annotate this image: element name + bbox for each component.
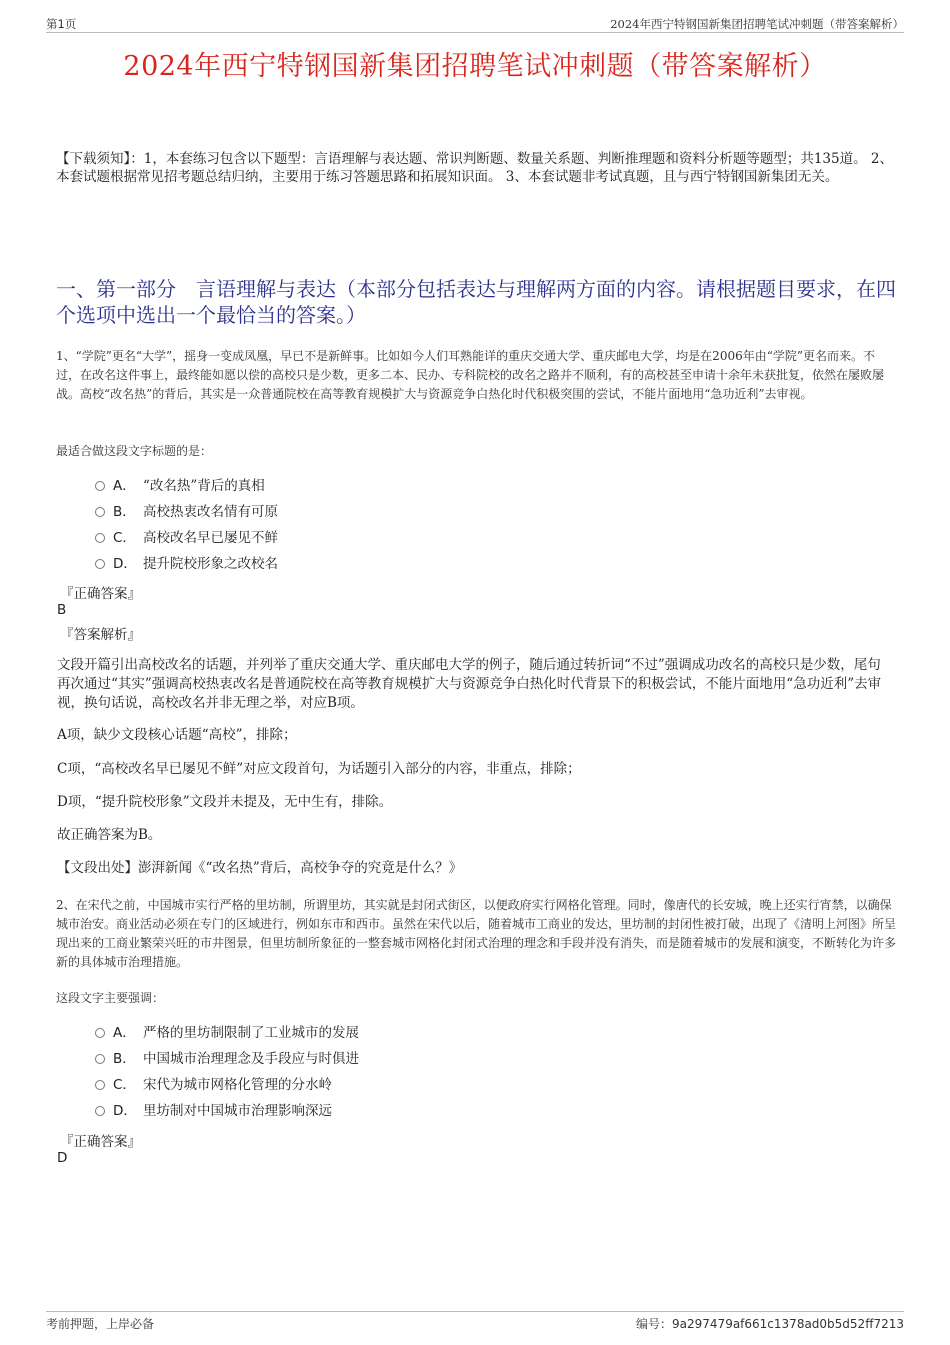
q1-option-a[interactable]: A． “改名热”背后的真相 bbox=[95, 476, 265, 496]
radio-icon[interactable] bbox=[95, 1080, 105, 1090]
page-header bbox=[46, 16, 904, 33]
radio-icon[interactable] bbox=[95, 507, 105, 517]
question-1-prompt: 最适合做这段文字标题的是： bbox=[56, 444, 213, 458]
question-2-prompt: 这段文字主要强调： bbox=[56, 991, 165, 1005]
question-2-text: 2、在宋代之前，中国城市实行严格的里坊制，所谓里坊，其实就是封闭式街区，以便政府实行网格化管理。同时，像唐代的长安城，晚上还实行宵禁，以确保城市治安。商业活动必须在专门的区域进行，例如东市和西市。虽然在宋代以后，随着城市工商业的发达，里坊制的封闭性被打破，出现了《清明上河图》所呈现出来的工商业繁荣兴旺的市井图景，但里坊制所象征的一整套城市网格化封闭式治理的理念和手段并没有消失，而是随着城市的发展和演变，不断转化为许多新的具体城市治理措施。 bbox=[56, 898, 897, 969]
q1-option-b[interactable]: B． 高校热衷改名情有可原 bbox=[95, 502, 278, 522]
radio-icon[interactable] bbox=[95, 559, 105, 569]
q2-answer: D bbox=[57, 1150, 68, 1166]
q2-option-c[interactable]: C． 宋代为城市网格化管理的分水岭 bbox=[95, 1075, 332, 1095]
document-title: 2024年西宁特钢国新集团招聘笔试冲刺题（带答案解析） bbox=[123, 51, 827, 82]
q1-option-d[interactable]: D． 提升院校形象之改校名 bbox=[95, 554, 278, 574]
q1-source: 【文段出处】澎湃新闻《“改名热”背后，高校争夺的究竟是什么？》 bbox=[57, 860, 463, 876]
q2-answer-label: 『正确答案』 bbox=[60, 1134, 141, 1150]
q1-answer: B bbox=[57, 602, 67, 618]
download-notice: 【下载须知】：1，本套练习包含以下题型：言语理解与表达题、常识判断题、数量关系题、判断推理题和资料分析题等题型；共135道。 2、本套试题根据常见招考题总结归纳，主要用于练习答题思路和拓展知识面。 3、本套试题非考试真题，且与西宁特钢国新集团无关。 bbox=[56, 151, 893, 185]
radio-icon[interactable] bbox=[95, 481, 105, 491]
section-heading: 一、第一部分 言语理解与表达（本部分包括表达与理解两方面的内容。请根据题目要求，在四个选项中选出一个最恰当的答案。） bbox=[56, 277, 896, 327]
question-1-text: 1、“学院”更名“大学”，摇身一变成凤凰，早已不是新鲜事。比如如今人们耳熟能详的重庆交通大学、重庆邮电大学，均是在2006年由“学院”更名而来。不过，在改名这件事上，最终能如愿以偿的高校只是少数，更多二本、民办、专科院校的改名之路并不顺利，有的高校甚至申请十余年未获批复，依然在屡败屡战。高校“改名热”的背后，其实是一众普通院校在高等教育规模扩大与资源竞争白热化时代积极突围的尝试，不能片面地用“急功近利”去审视。 bbox=[56, 349, 885, 401]
radio-icon[interactable] bbox=[95, 1028, 105, 1038]
q1-analysis-label: 『答案解析』 bbox=[60, 627, 141, 643]
page-footer bbox=[46, 1311, 904, 1333]
q1-analysis-c: C项，“高校改名早已屡见不鲜”对应文段首句，为话题引入部分的内容，非重点，排除； bbox=[57, 761, 581, 777]
radio-icon[interactable] bbox=[95, 533, 105, 543]
q1-analysis-conclusion: 故正确答案为B。 bbox=[57, 827, 162, 843]
q1-analysis-a: A项，缺少文段核心话题“高校”，排除； bbox=[57, 727, 297, 743]
header-doc-title: 2024年西宁特钢国新集团招聘笔试冲刺题（带答案解析） bbox=[610, 17, 904, 31]
radio-icon[interactable] bbox=[95, 1106, 105, 1116]
footer-slogan: 考前押题，上岸必备 bbox=[46, 1317, 155, 1331]
footer-code: 编号：9a297479af661c1378ad0b5d52ff7213 bbox=[636, 1317, 904, 1331]
radio-icon[interactable] bbox=[95, 1054, 105, 1064]
q1-answer-label: 『正确答案』 bbox=[60, 586, 141, 602]
q2-option-a[interactable]: A． 严格的里坊制限制了工业城市的发展 bbox=[95, 1023, 359, 1043]
q1-analysis-d: D项，“提升院校形象”文段并未提及，无中生有，排除。 bbox=[57, 794, 393, 810]
q1-analysis-main: 文段开篇引出高校改名的话题，并列举了重庆交通大学、重庆邮电大学的例子，随后通过转折词“不过”强调成功改名的高校只是少数，尾句再次通过“其实”强调高校热衷改名是普通院校在高等教育规模扩大与资源竞争白热化时代背景下的积极尝试，不能片面地用“急功近利”去审视，换句话说，高校改名并非无理之举，对应B项。 bbox=[57, 657, 882, 711]
page-number: 第1页 bbox=[46, 17, 77, 31]
q1-option-c[interactable]: C． 高校改名早已屡见不鲜 bbox=[95, 528, 278, 548]
q2-option-d[interactable]: D． 里坊制对中国城市治理影响深远 bbox=[95, 1101, 332, 1121]
q2-option-b[interactable]: B． 中国城市治理理念及手段应与时俱进 bbox=[95, 1049, 359, 1069]
